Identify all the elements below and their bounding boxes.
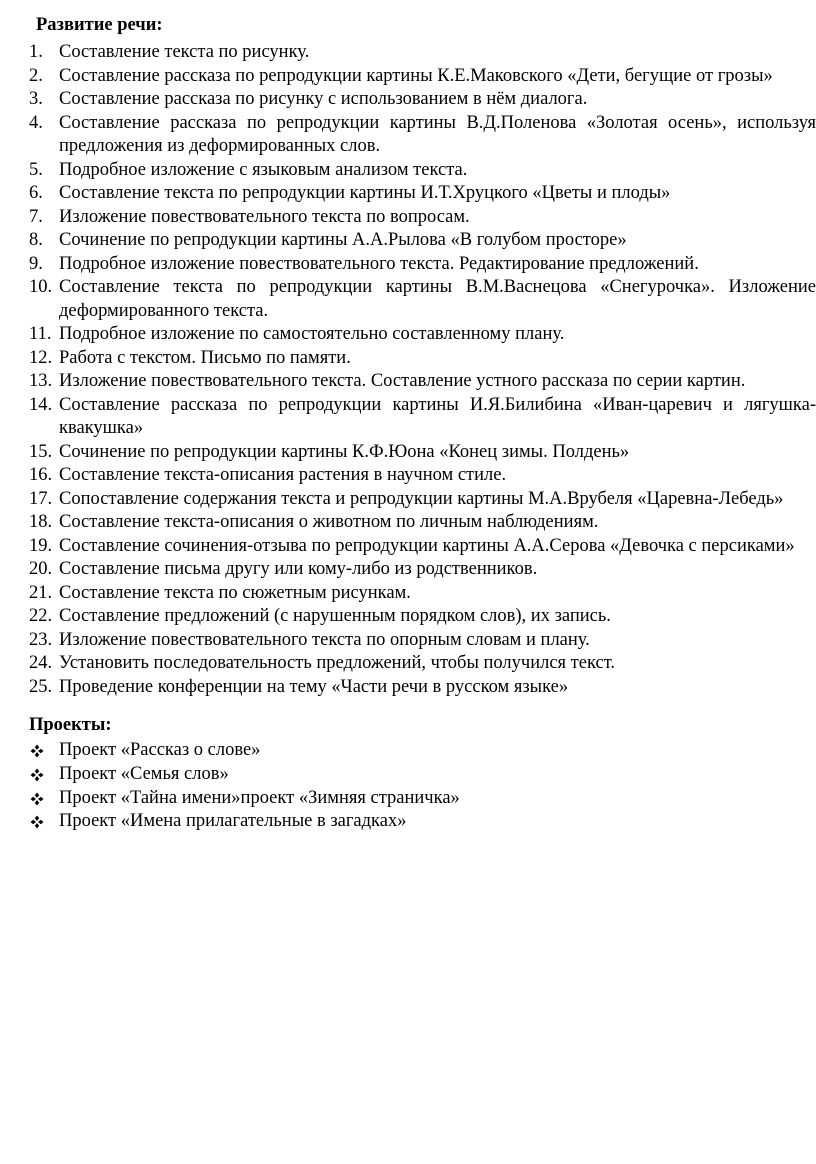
list-item bbox=[29, 629, 816, 653]
item-number: 14. bbox=[29, 394, 53, 415]
item-number: 10. bbox=[29, 277, 53, 297]
list-item bbox=[29, 323, 816, 347]
item-text: Составление текста-описания растения в научном стиле. bbox=[59, 465, 507, 485]
item-number: 8. bbox=[29, 230, 43, 250]
four-diamond-icon bbox=[30, 815, 44, 829]
item-text: Сопоставление содержания текста и репродукции картины М.А.Врубеля «Царевна-Лебедь» bbox=[59, 488, 784, 509]
projects-heading: Проекты: bbox=[29, 715, 112, 735]
list-item bbox=[29, 810, 789, 834]
four-diamond-icon bbox=[30, 744, 44, 758]
item-number: 12. bbox=[29, 347, 53, 368]
item-text: Сочинение по репродукции картины А.А.Рылова «В голубом просторе» bbox=[59, 230, 627, 250]
project-text: Проект «Имена прилагательные в загадках» bbox=[59, 811, 407, 832]
item-text: Изложение повествовательного текста по вопросам. bbox=[59, 206, 470, 227]
item-text: Подробное изложение по самостоятельно составленному плану. bbox=[59, 324, 565, 344]
item-number: 25. bbox=[29, 676, 53, 697]
item-text: Составление рассказа по репродукции картины И.Я.Билибина «Иван-царевич и лягушка-квакушка» bbox=[59, 394, 816, 438]
list-item bbox=[29, 441, 816, 465]
list-item bbox=[29, 182, 816, 206]
item-text: Установить последовательность предложений, чтобы получился текст. bbox=[59, 653, 616, 673]
item-text: Составление текста по репродукции картины И.Т.Хруцкого «Цветы и плоды» bbox=[59, 183, 671, 203]
item-number: 24. bbox=[29, 653, 53, 673]
item-text: Составление текста по сюжетным рисункам. bbox=[59, 582, 411, 603]
list-item bbox=[29, 787, 789, 811]
four-diamond-icon bbox=[30, 792, 44, 806]
list-item bbox=[29, 370, 816, 394]
item-number: 5. bbox=[29, 159, 43, 180]
item-number: 4. bbox=[29, 112, 43, 133]
item-number: 3. bbox=[29, 89, 43, 109]
list-item bbox=[29, 112, 816, 159]
four-diamond-icon bbox=[30, 768, 44, 782]
item-number: 23. bbox=[29, 629, 53, 650]
list-item bbox=[29, 582, 816, 606]
item-number: 17. bbox=[29, 488, 53, 509]
speech-development-heading: Развитие речи: bbox=[36, 15, 163, 35]
item-number: 7. bbox=[29, 206, 43, 227]
list-item bbox=[29, 535, 816, 559]
item-number: 16. bbox=[29, 465, 53, 485]
list-item bbox=[29, 206, 816, 230]
item-text: Подробное изложение с языковым анализом текста. bbox=[59, 159, 468, 180]
item-text: Составление сочинения-отзыва по репродукции картины А.А.Серова «Девочка с персиками» bbox=[59, 535, 795, 556]
list-item bbox=[29, 464, 816, 488]
item-number: 1. bbox=[29, 42, 43, 62]
item-number: 15. bbox=[29, 441, 53, 462]
item-number: 21. bbox=[29, 582, 53, 603]
list-item bbox=[29, 739, 789, 763]
list-item bbox=[29, 229, 816, 253]
list-item bbox=[29, 558, 816, 582]
item-text: Изложение повествовательного текста. Составление устного рассказа по серии картин. bbox=[59, 371, 746, 391]
item-text: Составление текста-описания о животном по личным наблюдениям. bbox=[59, 512, 599, 532]
item-number: 11. bbox=[29, 324, 52, 344]
list-item bbox=[29, 511, 816, 535]
item-number: 22. bbox=[29, 606, 53, 626]
item-text: Проведение конференции на тему «Части речи в русском языке» bbox=[59, 676, 569, 697]
project-text: Проект «Семья слов» bbox=[59, 763, 229, 784]
item-number: 9. bbox=[29, 253, 43, 274]
project-text: Проект «Рассказ о слове» bbox=[59, 740, 261, 760]
item-text: Составление письма другу или кому-либо из родственников. bbox=[59, 559, 538, 579]
item-number: 13. bbox=[29, 371, 53, 391]
list-item bbox=[29, 763, 789, 787]
projects-list bbox=[29, 739, 789, 834]
item-number: 2. bbox=[29, 65, 43, 86]
list-item bbox=[29, 676, 816, 700]
item-text: Составление рассказа по репродукции картины К.Е.Маковского «Дети, бегущие от грозы» bbox=[59, 65, 773, 86]
item-text: Изложение повествовательного текста по опорным словам и плану. bbox=[59, 629, 590, 650]
item-text: Составление предложений (с нарушенным порядком слов), их запись. bbox=[59, 606, 611, 626]
list-item bbox=[29, 488, 816, 512]
list-item bbox=[29, 88, 816, 112]
item-text: Подробное изложение повествовательного текста. Редактирование предложений. bbox=[59, 253, 699, 274]
item-text: Работа с текстом. Письмо по памяти. bbox=[59, 347, 351, 368]
item-text: Составление рассказа по рисунку с использованием в нём диалога. bbox=[59, 89, 588, 109]
item-text: Составление рассказа по репродукции картины В.Д.Поленова «Золотая осень», используя предложения из деформированных слов. bbox=[59, 112, 816, 156]
item-number: 19. bbox=[29, 535, 53, 556]
list-item bbox=[29, 652, 816, 676]
item-text: Составление текста по репродукции картины В.М.Васнецова «Снегурочка». Изложение деформированного текста. bbox=[59, 277, 816, 321]
list-item bbox=[29, 41, 816, 65]
item-number: 20. bbox=[29, 559, 53, 579]
item-text: Сочинение по репродукции картины К.Ф.Юона «Конец зимы. Полдень» bbox=[59, 441, 630, 462]
item-number: 18. bbox=[29, 512, 53, 532]
project-text: Проект «Тайна имени»проект «Зимняя страничка» bbox=[59, 787, 460, 808]
list-item bbox=[29, 394, 816, 441]
list-item bbox=[29, 276, 816, 323]
item-number: 6. bbox=[29, 183, 43, 203]
item-text: Составление текста по рисунку. bbox=[59, 42, 310, 62]
list-item bbox=[29, 605, 816, 629]
list-item bbox=[29, 347, 816, 371]
speech-topics-list bbox=[29, 41, 816, 699]
list-item bbox=[29, 65, 816, 89]
list-item bbox=[29, 159, 816, 183]
list-item bbox=[29, 253, 816, 277]
